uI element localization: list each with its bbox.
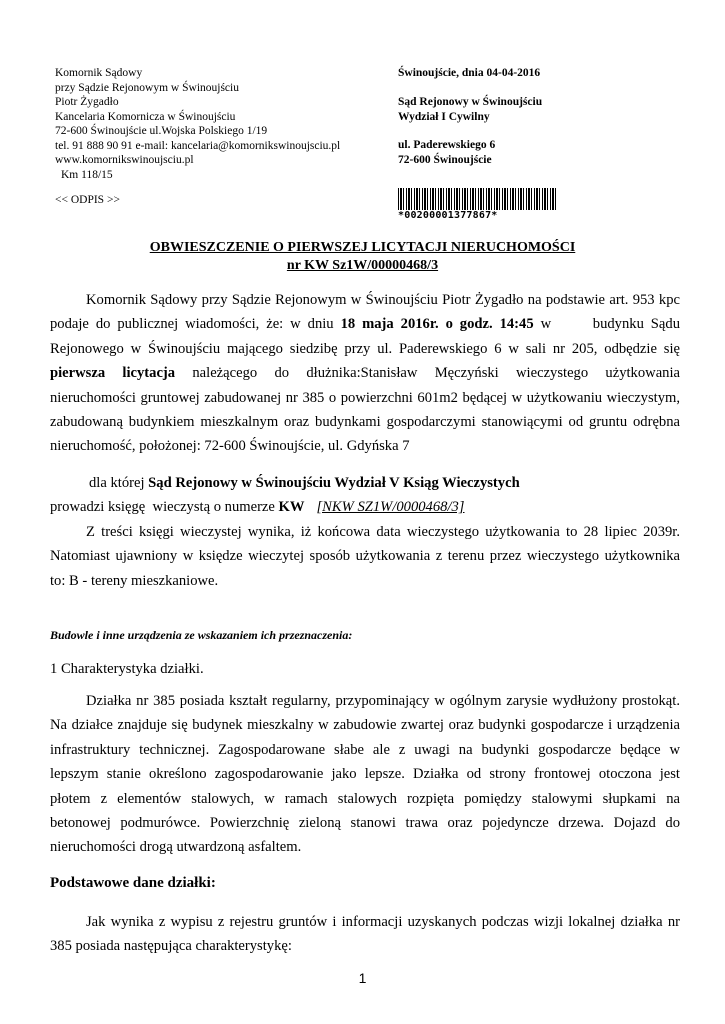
text-line: zabudowaną budynkiem mieszkalnym oraz budynkami gospodarczymi stanowiącymi od gruntu odrębna <box>50 413 680 430</box>
text-line: nieruchomości gruntowej zabudowanej nr 385 o powierzchni 601m2 będącej w użytkowaniu wieczystym, <box>50 389 680 406</box>
section-heading: Budowle i inne urządzenia ze wskazaniem ich przeznaczenia: <box>50 628 353 642</box>
barcode-text: *00200001377867* <box>398 210 556 221</box>
first-auction-label: pierwsza licytacja <box>50 365 176 382</box>
sender-line: tel. 91 888 90 91 e-mail: kancelaria@komornikswinoujsciu.pl <box>55 139 341 152</box>
text-line <box>50 495 680 519</box>
text-line: Natomiast ujawniony w księdze wieczytej sposób użytkowania z terenu przez wieczystego użytkownika <box>50 548 680 565</box>
place-date: Świnoujście, dnia 04-04-2016 <box>398 67 541 79</box>
text-line <box>50 471 680 495</box>
case-number: Km 118/15 <box>61 168 113 181</box>
text-line: lepszym stanie określono zagospodarowanie jako lepsze. Działka od strony frontowej otoczona jest <box>50 766 680 783</box>
sender-line: przy Sądzie Rejonowym w Świnoujściu <box>55 81 239 94</box>
recipient-block <box>398 95 542 125</box>
text-line: Rejonowego w Świnoujściu mającego siedzibę przy ul. Paderewskiego 6 w sali nr 205, odbędzie się <box>50 340 680 357</box>
recipient-street: ul. Paderewskiego 6 <box>398 139 496 151</box>
text-line: Działka nr 385 posiada kształt regularny, przypominający w ogólnym zarysie wydłużony prostokąt. <box>86 693 680 709</box>
text-line: nieruchomości drogą utwardzoną asfaltem. <box>50 839 302 856</box>
plot-description-paragraph <box>50 689 680 860</box>
registry-paragraph <box>50 910 680 959</box>
sender-line: 72-600 Świnoujście ul.Wojska Polskiego 1/19 <box>55 125 268 137</box>
text-line: betonowej podmurówce. Powierzchnię zieloną stanowi trawa oraz pojedyncze drzewa. Dojazd do <box>50 814 680 831</box>
text-line: Z treści księgi wieczystej wynika, iż końcowa data wieczystego użytkowania to 28 lipiec 2039r. <box>86 524 680 540</box>
court-division: Sąd Rejonowy w Świnoujściu Wydział V Ksiąg Wieczystych <box>148 475 520 491</box>
auction-date: 18 maja 2016r. o godz. 14:45 <box>340 316 534 333</box>
page-number: 1 <box>358 970 367 986</box>
document-kw-number: nr KW Sz1W/00000468/3 <box>286 258 439 273</box>
text-span: należącego do dłużnika:Stanisław Męczyński wieczystego użytkowania <box>175 365 680 382</box>
text-line: płotem z elementów stalowych, w ramach stalowych rozpięta pomiędzy stalowymi słupkami na <box>50 790 680 807</box>
recipient-address <box>398 138 495 168</box>
land-register-paragraph <box>50 471 680 520</box>
kw-label: KW <box>278 499 305 516</box>
text-line: nieruchomość, położonej: 72-600 Świnoujście, ul. Gdyńska 7 <box>50 438 410 455</box>
text-span: prowadzi księgę wieczystą o numerze <box>50 499 279 516</box>
perpetual-usufruct-paragraph <box>50 520 680 593</box>
sender-line: www.komornikswinoujsciu.pl <box>55 154 194 166</box>
sender-block <box>55 66 395 182</box>
recipient-city: 72-600 Świnoujście <box>398 154 492 166</box>
text-line <box>50 361 680 385</box>
text-line: Komornik Sądowy przy Sądzie Rejonowym w Świnoujściu Piotr Żygadło na podstawie art. 953 kpc <box>86 292 680 308</box>
text-line: Na działce znajduje się budynek mieszkalny w zabudowie zwartej oraz budynki gospodarcze i urządzenia <box>50 717 680 734</box>
kw-number: [NKW SZ1W/0000468/3] <box>316 499 465 516</box>
text-span: dla której <box>89 475 149 491</box>
copy-mark: << ODPIS >> <box>55 194 120 206</box>
text-line: infrastruktury technicznej. Zagospodarowane słabe ale z uwagi na budynki gospodarcze będące w <box>50 741 680 758</box>
text-line: 385 posiada następująca charakterystykę: <box>50 938 292 955</box>
sender-line: Piotr Żygadło <box>55 96 119 108</box>
sender-line: Kancelaria Komornicza w Świnoujściu <box>55 110 236 123</box>
text-line: to: B - tereny mieszkaniowe. <box>50 572 219 589</box>
recipient-court: Sąd Rejonowy w Świnoujściu <box>398 96 543 108</box>
characteristic-heading: 1 Charakterystyka działki. <box>50 661 204 677</box>
text-line <box>50 312 680 336</box>
text-span: w budynku Sądu <box>533 316 680 333</box>
text-span: podaje do publicznej wiadomości, że: w dniu <box>50 316 341 333</box>
text-line: Jak wynika z wypisu z rejestru gruntów i informacji uzyskanych podczas wizji lokalnej działka nr <box>86 914 680 930</box>
recipient-division: Wydział I Cywilny <box>398 111 490 123</box>
sender-line: Komornik Sądowy <box>55 67 143 79</box>
document-title: OBWIESZCZENIE O PIERWSZEJ LICYTACJI NIERUCHOMOŚCI <box>149 240 576 255</box>
basic-data-heading: Podstawowe dane działki: <box>50 875 216 891</box>
barcode <box>398 188 556 212</box>
auction-announcement-paragraph <box>50 288 680 459</box>
